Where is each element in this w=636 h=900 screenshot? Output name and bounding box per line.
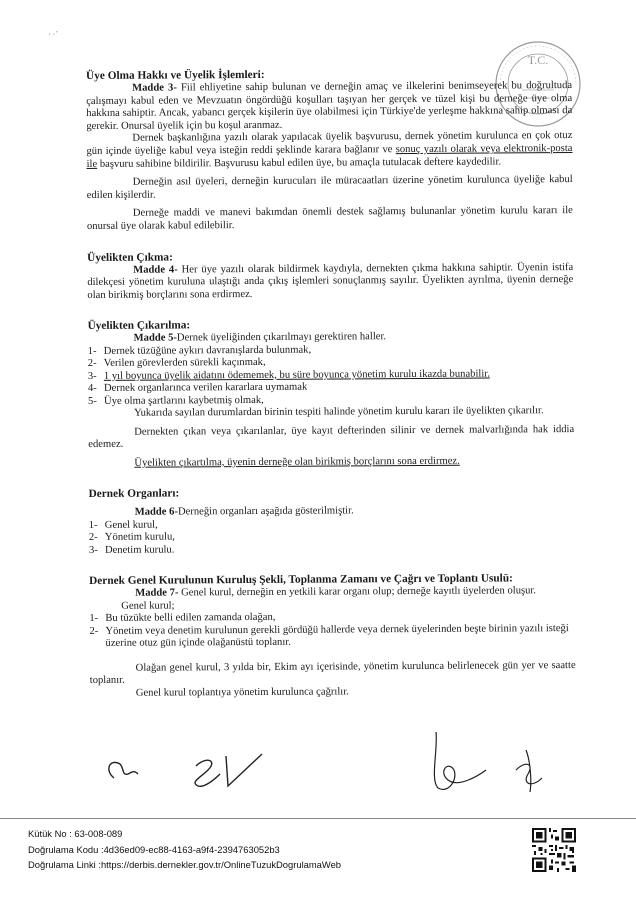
list-item: 3- 1 yıl boyunca üyelik aidatını ödememek, bu süre boyunca yönetim kurulu ikazda bunabilir. [87,368,490,382]
signature-3-icon [434,732,486,789]
organlar-list [89,517,575,557]
qr-code-icon [532,828,576,872]
madde-5-paragraph-2: Yukarıda sayılan durumlardan birinin tespiti halinde yönetim kurulu kararı ile üyelikten çıkarılır. [134,405,544,419]
madde-5-paragraph-4: Üyelikten çıkartılma, üyenin derneğe olan birikmiş borçlarını sona erdirmez. [134,455,460,469]
section-heading-uyelik: Üye Olma Hakkı ve Üyelik İşlemleri: [86,68,265,82]
underlined-text: sonuç yazılı olarak veya elektronik-posta ile [86,142,573,170]
madde-5-intro: Madde 5-Dernek üyeliğinden çıkarılmayı gerektiren haller. [133,331,387,345]
list-item: 1- Bu tüzükte belli edilen zamanda olağan, [89,612,276,625]
dogrulama-linki[interactable]: Doğrulama Linki :https://derbis.dernekler.gov.tr/OnlineTuzukDogrulamaWeb [28,859,341,871]
signature-2-icon [195,754,262,786]
kutuk-no: Kütük No : 63-008-089 [28,828,123,839]
madde-4-paragraph: Madde 4- Her üye yazılı olarak bildirmek kaydıyla, dernekten çıkma hakkına sahiptir. Üyenin istifa dilekçesi yönetim kuruluna ulaştığı anda çıkış işlemleri sonuçlanmış sayılır. Üyelikten ayrılma, üyenin derneğe olan birikmiş borçlarını sona erdirmez. [87,261,574,301]
dogrulama-kodu: Doğrulama Kodu :4d36ed09-ec88-4163-a9f4-2394763052b3 [28,843,280,855]
madde-3-text: Fiil ehliyetine sahip bulunan ve derneğin amaç ve ilkelerini benimseyerek bu doğrultuda çalışmayı kabul eden ve Mevzuatın öngördüğü koşulları taşıyan her gerçek ve tüzel kişi bu derneğe üye olma hakkına sahiptir. Ancak, yabancı gerçek kişilerin üye olabilmesi için Türkiye'de yerleşme hakkına sahip olması da gerekir. Onursal üyelik için bu koşul aranmaz. [86,80,573,132]
signature-1-icon [109,762,138,778]
madde-4-label: Madde 4- [133,263,178,276]
list-item: 3- Denetim kurulu. [88,544,175,556]
list-item: 2- Verilen görevlerden sürekli kaçınmak, [87,357,266,370]
list-item: 1- Dernek tüzüğüne aykırı davranışlarda bulunmak, [87,344,312,357]
document-body [86,67,576,700]
signature-4-icon [516,750,542,792]
footer-divider [0,818,636,819]
list-item: 4- Dernek organlarınca verilen kararlara uymamak [87,381,308,395]
list-item: 1- Genel kurul, [88,519,158,531]
list-item: 5- Üye olma şartlarını kaybetmiş olmak, [87,394,264,407]
genel-kurul-list [89,610,575,650]
madde-7-intro-2: Genel kurul; [121,600,175,612]
madde-6-label: Madde 6- [134,506,179,519]
madde-5-paragraph-3: Dernekten çıkan veya çıkarılanlar, üye kayıt defterinden silinir ve dernek malvarlığında hak iddia edemez. [88,423,575,451]
cikarilma-list [88,343,574,408]
section-heading-cikarilma: Üyelikten Çıkarılma: [87,319,191,333]
list-item: 2- Yönetim veya denetim kurulunun gerekli gördüğü hallerde veya dernek üyelerinden beşte birinin yazılı isteği üzerine otuz gün içinde olağanüstü toplanır. [89,622,569,650]
section-heading-cikma: Üyelikten Çıkma: [87,251,173,264]
section-heading-organlar: Dernek Organları: [88,487,180,501]
verification-footer [28,826,341,873]
madde-3-paragraph-4: Derneğe maddi ve manevi bakımdan önemli destek sağlamış bulunanlar yönetim kurulu kararı ile onursal üye olarak kabul edilebilir. [86,205,573,232]
madde-6-intro: Madde 6-Derneğin organları aşağıda gösterilmiştir. [134,505,354,519]
madde-3-paragraph-2: Dernek başkanlığına yazılı olarak yapılacak üyelik başvurusu, dernek yönetim kurulunca en çok otuz gün içinde üyeliğe kabul veya isteğin reddi şeklinde karara bağlanır ve sonuç yazılı olarak veya elektronik-posta ile başvuru sahibine bildirilir. Başvurusu kabul edilen üye, bu amaçla tutulacak deftere kaydedilir. [86,130,573,170]
list-item: 2- Yönetim kurulu, [88,531,175,544]
madde-3-paragraph [86,80,572,133]
madde-7-paragraph-2: Olağan genel kurul, 3 yılda bir, Ekim ayı içerisinde, yönetim kurulunca belirlenecek gün yer ve saatte toplanır. [89,659,576,687]
madde-3-label: Madde 3- [132,82,177,94]
madde-7-intro: Madde 7- Genel kurul, derneğin en yetkili karar organı olup; derneğe kayıtlı üyelerden oluşur. [135,585,537,599]
madde-7-label: Madde 7- [135,587,179,599]
scan-marks: · ·´ [48,30,58,39]
signatures [86,730,572,800]
section-heading-genel-kurul: Dernek Genel Kurulunun Kuruluş Şekli, Toplanma Zamanı ve Çağrı ve Toplantı Usulü: [89,572,513,588]
madde-5-label: Madde 5- [133,332,177,345]
seal-text: T.C. [527,53,549,67]
madde-7-paragraph-3: Genel kurul toplantıya yönetim kurulunca çağrılır. [135,686,349,699]
madde-3-paragraph-3: Derneğin asıl üyeleri, derneğin kurucuları ile müracaatları üzerine yönetim kurulunca üyeliğe kabul edilen kişilerdir. [86,174,573,201]
